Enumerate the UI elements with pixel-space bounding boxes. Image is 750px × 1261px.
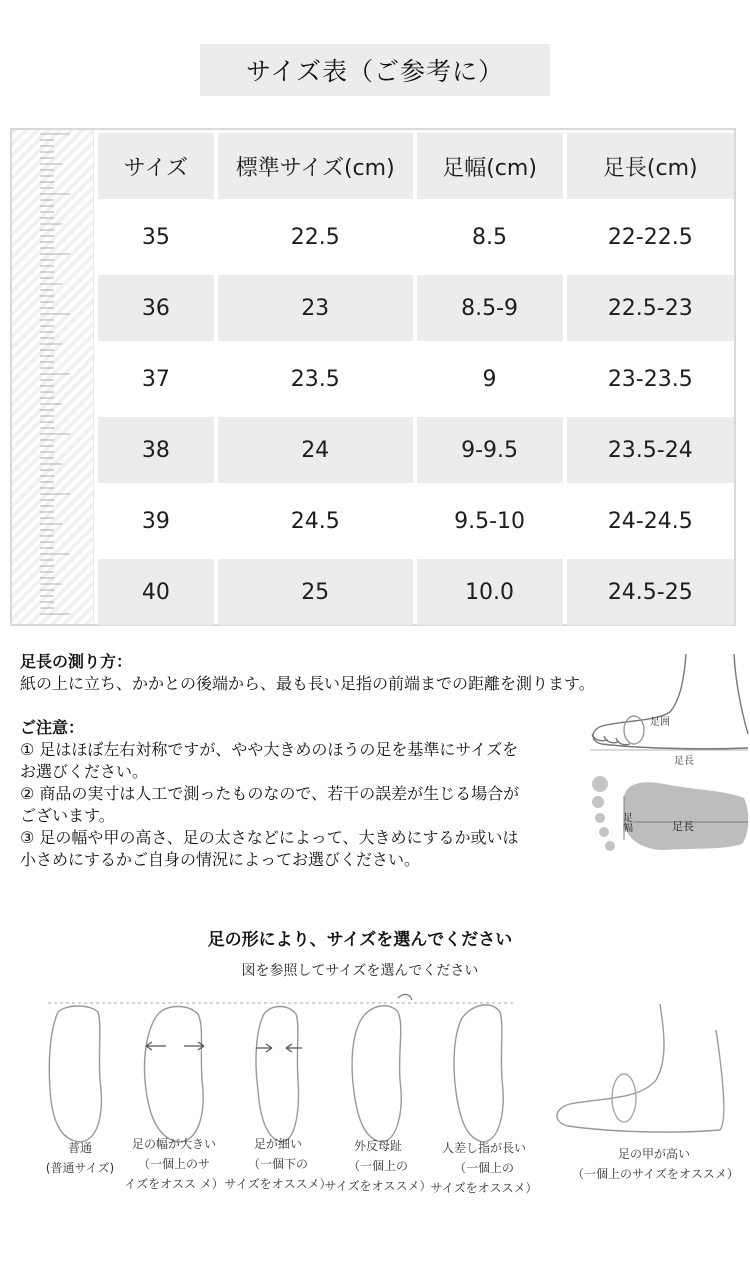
- foot-shape-title: 足の形により、サイズを選んでください: [207, 930, 513, 950]
- width-label: 足幅: [620, 812, 632, 832]
- label-narrow: [222, 1134, 334, 1194]
- cell-length: 23-23.5: [607, 366, 693, 392]
- caution-line: お選びください。: [20, 762, 149, 781]
- sole-length-label: 足長: [672, 820, 694, 833]
- cell-size: 38: [98, 417, 214, 483]
- foot-side-view-icon: [592, 654, 748, 749]
- cell-standard: 24.5: [290, 508, 340, 534]
- cell-length: 22-22.5: [607, 224, 693, 250]
- cell-width: 10.0: [417, 559, 563, 625]
- bunion-foot-icon: [352, 1006, 401, 1142]
- foot-sole-icon: [592, 776, 748, 851]
- label-line: 普通: [67, 1141, 92, 1155]
- high-instep-foot-icon: [557, 1004, 724, 1132]
- header-size: サイズ: [98, 133, 214, 199]
- size-table: [98, 133, 734, 630]
- cell-size: 39: [141, 508, 170, 534]
- label-line: イズをオスス メ）: [124, 1177, 224, 1191]
- cell-length: 22.5-23: [567, 275, 734, 341]
- label-line: (普通サイズ): [45, 1161, 115, 1175]
- cell-standard: 23.5: [290, 366, 340, 392]
- label-line: （一個上の: [347, 1159, 408, 1173]
- cell-standard: 24: [218, 417, 413, 483]
- ruler-icon: [12, 130, 94, 624]
- side-length-label: 足長: [674, 756, 694, 767]
- table-row: [98, 275, 734, 341]
- table-row: [98, 204, 734, 270]
- foot-measure-diagram: [584, 650, 750, 880]
- label-long-toe: [428, 1138, 540, 1198]
- label-line: サイズをオススメ）: [224, 1177, 332, 1191]
- table-row: [98, 488, 734, 554]
- cell-size: 40: [98, 559, 214, 625]
- label-high-instep: [572, 1144, 739, 1184]
- cell-size: 36: [98, 275, 214, 341]
- label-line: （一個上のサイズをオススメ）: [572, 1167, 739, 1181]
- table-row: [98, 417, 734, 483]
- label-line: サイズをオススメ）: [430, 1181, 538, 1195]
- page-title: サイズ表（ご参考に）: [200, 44, 550, 96]
- label-line: 人差し指が長い: [441, 1141, 526, 1155]
- cell-standard: 22.5: [290, 224, 340, 250]
- size-table-panel: [10, 128, 736, 626]
- table-row: [98, 346, 734, 412]
- label-line: （一個下の: [247, 1157, 308, 1171]
- label-line: 足の甲が高い: [617, 1147, 690, 1161]
- header-foot-width: 足幅(cm): [417, 133, 563, 199]
- caution-line: 小さめにするかご自身の情況によってお選びください。: [20, 850, 421, 869]
- measurement-notes: [20, 651, 595, 871]
- cell-standard: 23: [218, 275, 413, 341]
- caution-line: ② 商品の実寸は人工で測ったものなので、若干の誤差が生じる場合が: [20, 784, 520, 803]
- label-line: 足が細い: [253, 1137, 302, 1151]
- cell-width: 9.5-10: [454, 508, 526, 534]
- cell-size: 37: [141, 366, 170, 392]
- girth-label: 足囲: [650, 717, 670, 728]
- caution-line: ③ 足の幅や甲の高さ、足の太さなどによって、大きめにするか或いは: [20, 828, 519, 847]
- label-line: （一個上のサ: [137, 1157, 210, 1171]
- header-standard-size: 標準サイズ(cm): [218, 133, 413, 199]
- label-bunion: [322, 1136, 434, 1196]
- cell-standard: 25: [218, 559, 413, 625]
- cell-length: 23.5-24: [567, 417, 734, 483]
- cell-length: 24-24.5: [607, 508, 693, 534]
- cell-width: 9: [482, 366, 497, 392]
- label-line: 足の幅が大きい: [131, 1137, 216, 1151]
- label-line: サイズをオススメ）: [324, 1179, 432, 1193]
- table-row: [98, 559, 734, 625]
- narrow-foot-icon: [256, 1007, 298, 1143]
- measure-heading: 足長の測り方：: [20, 652, 133, 671]
- cell-width: 8.5-9: [417, 275, 563, 341]
- caution-line: ① 足はほぼ左右対称ですが、やや大きめのほうの足を基準にサイズを: [20, 740, 519, 759]
- cell-width: 9-9.5: [417, 417, 563, 483]
- cell-size: 35: [141, 224, 170, 250]
- ruler-decoration: [12, 130, 94, 624]
- label-line: （一個上の: [453, 1161, 514, 1175]
- wide-foot-icon: [145, 1007, 204, 1143]
- label-line: 外反母趾: [353, 1139, 402, 1153]
- caution-line: ございます。: [20, 806, 115, 825]
- cell-width: 8.5: [472, 224, 508, 250]
- long-second-toe-foot-icon: [454, 1005, 503, 1142]
- table-header-row: [98, 133, 734, 199]
- caution-heading: ご注意：: [20, 718, 85, 737]
- measure-text: 紙の上に立ち、かかとの後端から、最も長い足指の前端までの距離を測ります。: [20, 674, 595, 693]
- label-wide: [116, 1134, 232, 1194]
- normal-foot-icon: [49, 1006, 101, 1142]
- header-foot-length: 足長(cm): [567, 133, 734, 199]
- foot-shapes-diagram: [0, 990, 750, 1150]
- cell-length: 24.5-25: [567, 559, 734, 625]
- foot-shape-subtitle: 図を参照してサイズを選んでください: [241, 963, 479, 979]
